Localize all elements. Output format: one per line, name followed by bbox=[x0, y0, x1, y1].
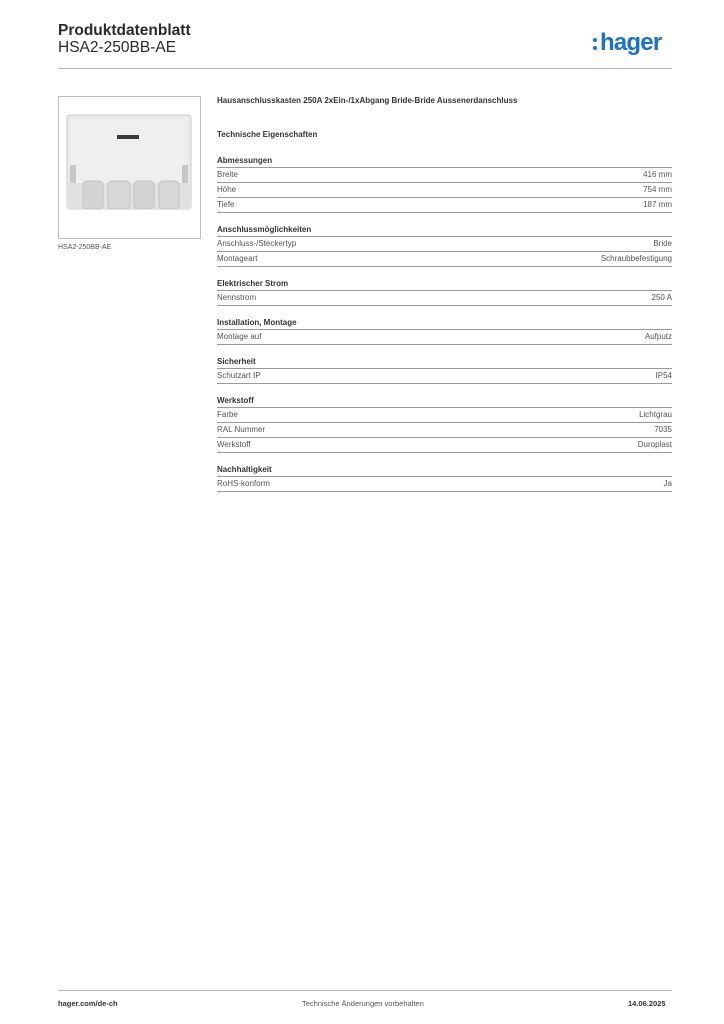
spec-value: Duroplast bbox=[637, 440, 672, 449]
section-dimensions bbox=[217, 156, 672, 213]
product-code-heading: HSA2-250BB-AE bbox=[58, 39, 177, 56]
logo-dots-icon bbox=[593, 34, 598, 52]
spec-row bbox=[217, 438, 672, 453]
spec-label: Montage auf bbox=[217, 332, 262, 341]
spec-label: Werkstoff bbox=[217, 440, 251, 449]
spec-row bbox=[217, 408, 672, 423]
footer-divider bbox=[58, 990, 672, 991]
section-electric-current bbox=[217, 279, 672, 306]
product-description: Hausanschlusskasten 250A 2xEin-/1xAbgang Bride-Bride Aussenerdanschluss bbox=[217, 96, 518, 105]
page-title: Produktdatenblatt bbox=[58, 22, 191, 39]
hager-logo bbox=[593, 29, 661, 57]
spec-label: RAL Nummer bbox=[217, 425, 266, 434]
section-title: Nachhaltigkeit bbox=[217, 465, 672, 477]
footer-website-link[interactable]: hager.com/de-ch bbox=[58, 999, 118, 1008]
section-sustainability bbox=[217, 465, 672, 492]
header-divider bbox=[58, 68, 672, 69]
spec-value: IP54 bbox=[655, 371, 672, 380]
spec-label: Breite bbox=[217, 170, 238, 179]
spec-value: 7035 bbox=[654, 425, 672, 434]
section-material bbox=[217, 396, 672, 453]
section-installation bbox=[217, 318, 672, 345]
section-safety bbox=[217, 357, 672, 384]
spec-value: 187 mm bbox=[643, 200, 672, 209]
section-title: Abmessungen bbox=[217, 156, 672, 168]
section-title: Sicherheit bbox=[217, 357, 672, 369]
spec-row bbox=[217, 369, 672, 384]
spec-row bbox=[217, 477, 672, 492]
product-image-caption: HSA2-250BB-AE bbox=[58, 244, 112, 251]
spec-label: Montageart bbox=[217, 254, 258, 263]
spec-value: 250 A bbox=[651, 293, 672, 302]
spec-row bbox=[217, 330, 672, 345]
spec-row bbox=[217, 252, 672, 267]
technical-properties-title: Technische Eigenschaften bbox=[217, 130, 318, 139]
spec-row bbox=[217, 168, 672, 183]
spec-value: Schraubbefestigung bbox=[600, 254, 672, 263]
spec-label: Höhe bbox=[217, 185, 237, 194]
product-image bbox=[58, 96, 201, 239]
spec-value: Aufputz bbox=[644, 332, 672, 341]
logo-text: hager bbox=[600, 29, 662, 56]
spec-label: Schutzart IP bbox=[217, 371, 261, 380]
spec-label: Tiefe bbox=[217, 200, 235, 209]
spec-label: Anschluss-/Steckertyp bbox=[217, 239, 297, 248]
spec-row bbox=[217, 291, 672, 306]
spec-value: 754 mm bbox=[643, 185, 672, 194]
section-title: Installation, Montage bbox=[217, 318, 672, 330]
section-title: Anschlussmöglichkeiten bbox=[217, 225, 672, 237]
footer-notice: Technische Änderungen vorbehalten bbox=[302, 999, 424, 1008]
spec-row bbox=[217, 183, 672, 198]
spec-value: Bride bbox=[653, 239, 672, 248]
enclosure-box-icon bbox=[59, 97, 200, 238]
spec-value: 416 mm bbox=[643, 170, 672, 179]
spec-value: Lichtgrau bbox=[639, 410, 672, 419]
spec-value: Ja bbox=[663, 479, 672, 488]
spec-row bbox=[217, 237, 672, 252]
section-title: Werkstoff bbox=[217, 396, 672, 408]
spec-label: Nennstrom bbox=[217, 293, 257, 302]
spec-label: RoHS-konform bbox=[217, 479, 270, 488]
spec-row bbox=[217, 423, 672, 438]
specifications bbox=[217, 156, 672, 504]
footer-date: 14.06.2025 bbox=[628, 999, 666, 1008]
spec-row bbox=[217, 198, 672, 213]
spec-label: Farbe bbox=[217, 410, 238, 419]
section-title: Elektrischer Strom bbox=[217, 279, 672, 291]
section-connection-options bbox=[217, 225, 672, 267]
